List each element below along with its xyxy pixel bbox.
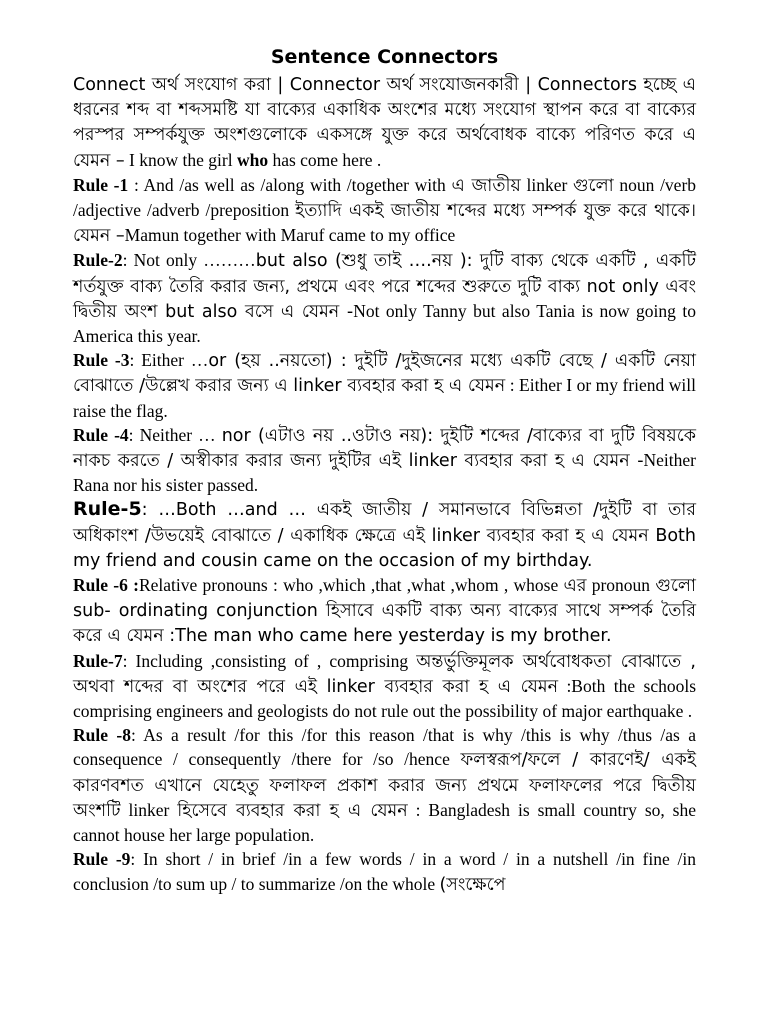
page-title: Sentence Connectors bbox=[270, 46, 499, 68]
rule-1-text-d: গুলো bbox=[573, 175, 614, 196]
rule-7-paragraph bbox=[73, 649, 696, 724]
rule-6-text-b: গুলো sub- ordinating conjunction হিসাবে একটি বাক্য অন্য বাক্যের সাথে সম্পর্ক তৈরি করে এ যেমন :The man who came here yesterday is my brother. bbox=[73, 576, 696, 647]
rule-1-paragraph bbox=[73, 173, 696, 249]
rule-6-label: Rule -6 : bbox=[73, 575, 139, 596]
rule-6-text-a: Relative pronouns : who ,which ,that ,what ,whom , whose এর pronoun bbox=[138, 575, 651, 596]
rule-9-text-b: (সংক্ষেপে bbox=[439, 874, 506, 895]
rule-8-label: Rule -8 bbox=[73, 725, 131, 746]
rule-7-example: :Both the schools comprising engineers and geologists do not rule out the possibility of major earthquake . bbox=[73, 675, 697, 722]
rule-8-text-c: linker bbox=[128, 799, 170, 820]
rule-7-label: Rule-7 bbox=[73, 650, 123, 671]
rule-1-text-a: : And /as well as /along with /together with bbox=[133, 174, 446, 195]
rule-1-text-e: noun /verb /adjective /adverb /preposition bbox=[73, 174, 697, 221]
rule-3-label: Rule -3 bbox=[73, 350, 130, 371]
rule-4-text-a: : Neither … bbox=[128, 424, 216, 445]
rule-2-label: Rule-2 bbox=[73, 250, 123, 271]
rule-1-text-f: ইত্যাদি একই জাতীয় শব্দের মধ্যে সম্পর্ক যুক্ত করে থাকে। যেমন – bbox=[73, 201, 697, 247]
rule-1-text-c: linker bbox=[526, 174, 568, 195]
rule-2-text-b: but also (শুধু তাই ….নয় ): দুটি বাক্য থেকে একটি , একটি শর্তযুক্ত বাক্য তৈরি করার জন্য, প্রথমে এবং পরে শব্দের শুরুতে দুটি বাক্য not only এবং দ্বিতীয় অংশ but also বসে এ যেমন - bbox=[73, 251, 697, 322]
rule-4-text-b: nor (এটাও নয় ..ওটাও নয়): দুইটি শব্দের /বাক্যের বা দুটি বিষয়কে নাকচ করতে / অস্বীকার করার জন্য দুইটির এই linker ব্যবহার করা হ এ যেমন - bbox=[73, 425, 697, 472]
rule-3-text-b: or (হয় ..নয়তো) : দুইটি /দুইজনের মধ্যে একটি বেছে / একটি নেয়া বোঝাতে /উল্লেখ করার জন্য এ linker ব্যবহার করা হ এ যেমন bbox=[73, 351, 696, 397]
rule-1-label: Rule -1 bbox=[73, 174, 129, 195]
rule-3-example: : Either I or my friend will raise the flag. bbox=[73, 375, 696, 421]
rule-2-paragraph bbox=[73, 248, 696, 348]
intro-example-post: has come here . bbox=[272, 149, 382, 170]
rule-9-label: Rule -9 bbox=[73, 849, 131, 870]
rule-5-paragraph bbox=[73, 497, 696, 573]
rule-9-text-a: : In short / in brief /in a few words / in a word / in a nutshell /in fine /in conclusion /to sum up / to summarize /on the whole bbox=[73, 849, 697, 894]
rule-2-text-a: : Not only ……… bbox=[122, 250, 256, 271]
rule-7-text-b: অন্তর্ভুক্তিমূলক অর্থবোধকতা বোঝাতে , অথবা শব্দের বা অংশের পরে এই linker ব্যবহার করা হ এ যেমন bbox=[73, 651, 696, 697]
rule-4-paragraph bbox=[73, 423, 696, 498]
rule-8-paragraph bbox=[73, 723, 696, 847]
rule-2-example: Not only Tanny but also Tania is now going to America this year. bbox=[73, 300, 696, 347]
rule-7-text-a: : Including ,consisting of , comprising bbox=[122, 650, 409, 671]
intro-paragraph bbox=[73, 72, 696, 173]
rule-3-paragraph bbox=[73, 348, 696, 423]
rule-5-label: Rule-5 bbox=[73, 498, 142, 521]
rule-6-paragraph bbox=[73, 573, 696, 649]
intro-example-bold: who bbox=[236, 149, 269, 170]
rule-8-example: : Bangladesh is small country so, she cannot house her large population. bbox=[73, 799, 697, 846]
rule-4-label: Rule -4 bbox=[73, 424, 129, 445]
rule-8-text-d: হিসেবে ব্যবহার করা হ এ যেমন bbox=[177, 800, 408, 821]
rule-3-text-a: : Either … bbox=[129, 350, 209, 371]
intro-text: Connect অর্থ সংযোগ করা | Connector অর্থ সংযোজনকারী | Connectors হচ্ছে এ ধরনের শব্দ বা শব্দসমষ্টি যা বাক্যের একাধিক অংশের মধ্যে সংযোগ স্থাপন করে বা বাক্যের পরস্পর সম্পর্কযুক্ত অংশগুলোকে একসঙ্গে যুক্ত করে অর্থবোধক বাক্যে পরিণত করে এ যেমন – bbox=[73, 75, 696, 171]
rule-1-text-b: এ জাতীয় bbox=[451, 175, 521, 196]
document-page bbox=[73, 44, 696, 897]
rule-8-text-a: : As a result /for this /for this reason /that is why /this is why /thus /as a consequence / consequently /there for /so /hence bbox=[73, 725, 697, 770]
rule-5-text: : …Both …and … একই জাতীয় / সমানভাবে বিভিন্নতা /দুইটি বা তার অধিকাংশ /উভয়েই বোঝাতে / একাধিক ক্ষেত্রে এই linker ব্যবহার করা হ এ যেমন Both my friend and cousin came on the occasion of my birthday. bbox=[73, 500, 696, 571]
rule-4-example: Neither Rana nor his sister passed. bbox=[73, 450, 696, 496]
rule-8-text-b: ফলস্বরূপ/ফলে / কারণেই/ একই কারণবশত এখানে যেহেতু ফলাফল প্রকাশ করার জন্য প্রথমে ফলাফলের পরে দ্বিতীয় অংশটি bbox=[73, 750, 696, 821]
intro-example-pre: I know the girl bbox=[129, 149, 233, 170]
rule-9-paragraph bbox=[73, 847, 696, 896]
rule-1-example: Mamun together with Maruf came to my office bbox=[124, 225, 456, 246]
